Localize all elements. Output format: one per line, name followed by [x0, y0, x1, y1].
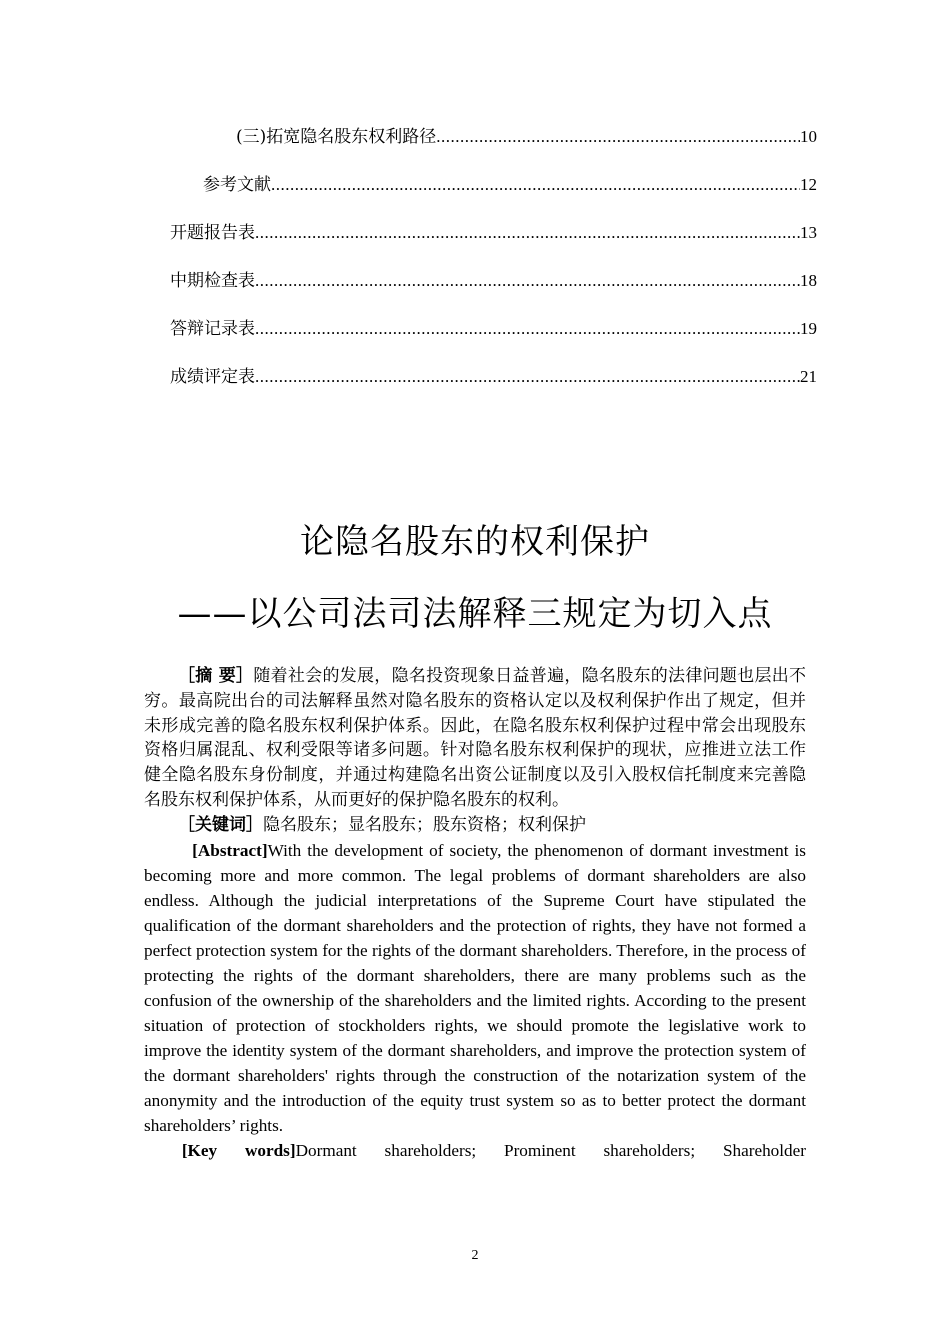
toc-entry[interactable] — [170, 221, 817, 245]
toc-leader-dots — [436, 125, 800, 149]
abstract-en-text: With the development of society, the phenomenon of dormant investment is becoming more and more common. The legal problems of dormant shareholders are also endless. Although the judicial interpretations of the Supreme Court have stipulated the qualification of the dormant shareholders and the protection of rights, they have not formed a perfect protection system for the rights of the dormant shareholders. Therefore, in the process of protecting the rights of the dormant shareholders, there are many problems such as the confusion of the ownership of the shareholders and the limited rights. According to the present situation of protection of stockholders rights, we should promote the legislative work to improve the identity system of the dormant shareholders, and improve the protection system of the dormant shareholders' rights through the construction of the notarization system of the anonymity and the introduction of the equity trust system so as to better protect the dormant shareholders’ rights. — [144, 840, 806, 1135]
keywords-cn — [144, 813, 806, 838]
toc-entry-label: 开题报告表 — [170, 223, 255, 243]
toc-entry-label: 中期检查表 — [170, 271, 255, 291]
toc-entry-label: 答辩记录表 — [170, 319, 255, 339]
toc-leader-dots — [255, 221, 800, 245]
paper-title: 论隐名股东的权利保护 — [300, 522, 650, 562]
abstract-cn — [144, 664, 806, 813]
keywords-en — [144, 1138, 806, 1163]
keywords-cn-label: ［关键词］ — [178, 814, 263, 835]
abstract-cn-text: 随着社会的发展，隐名投资现象日益普遍，隐名股东的法律问题也层出不穷。最高院出台的司法解释虽然对隐名股东的资格认定以及权利保护作出了规定，但并未形成完善的隐名股东权利保护体系。因此，在隐名股东权利保护过程中常会出现股东资格归属混乱、权利受限等诸多问题。针对隐名股东权利保护的现状，应推进立法工作健全隐名股东身份制度，并通过构建隐名出资公证制度以及引入股权信托制度来完善隐名股东权利保护体系，从而更好的保护隐名股东的权利。 — [144, 666, 807, 810]
toc-entry[interactable] — [170, 317, 817, 341]
keywords-en-text: Dormant shareholders; Prominent shareholders; Shareholder — [295, 1140, 806, 1160]
toc-entry-label: 参考文献 — [203, 175, 271, 195]
abstract-en-label: [Abstract] — [192, 840, 268, 860]
toc-entry-page: 18 — [800, 271, 817, 290]
toc-entry[interactable] — [236, 125, 817, 149]
toc-entry-page: 13 — [800, 223, 817, 242]
paper-subtitle: ——以公司法司法解释三规定为切入点 — [177, 594, 773, 634]
toc-leader-dots — [255, 365, 800, 389]
toc-entry[interactable] — [170, 269, 817, 293]
toc-entry-label: (三)拓宽隐名股东权利路径 — [236, 127, 437, 147]
toc-entry-page: 19 — [800, 319, 817, 338]
toc-entry-label: 成绩评定表 — [170, 367, 255, 387]
keywords-en-label: [Key words] — [181, 1140, 296, 1160]
toc-leader-dots — [271, 173, 800, 197]
abstract-en — [144, 838, 806, 1138]
toc-leader-dots — [255, 269, 800, 293]
abstract-cn-label: ［摘 要］ — [178, 666, 254, 686]
toc-entry-page: 12 — [800, 175, 817, 194]
toc-entry[interactable] — [170, 365, 817, 389]
toc-entry-page: 10 — [800, 127, 817, 146]
toc-leader-dots — [255, 317, 800, 341]
toc-entry-page: 21 — [800, 367, 817, 386]
toc-entry[interactable] — [203, 173, 817, 197]
page-number: 2 — [471, 1248, 479, 1263]
keywords-cn-text: 隐名股东；显名股东；股东资格；权利保护 — [263, 814, 586, 835]
abstract-section — [144, 664, 806, 1163]
